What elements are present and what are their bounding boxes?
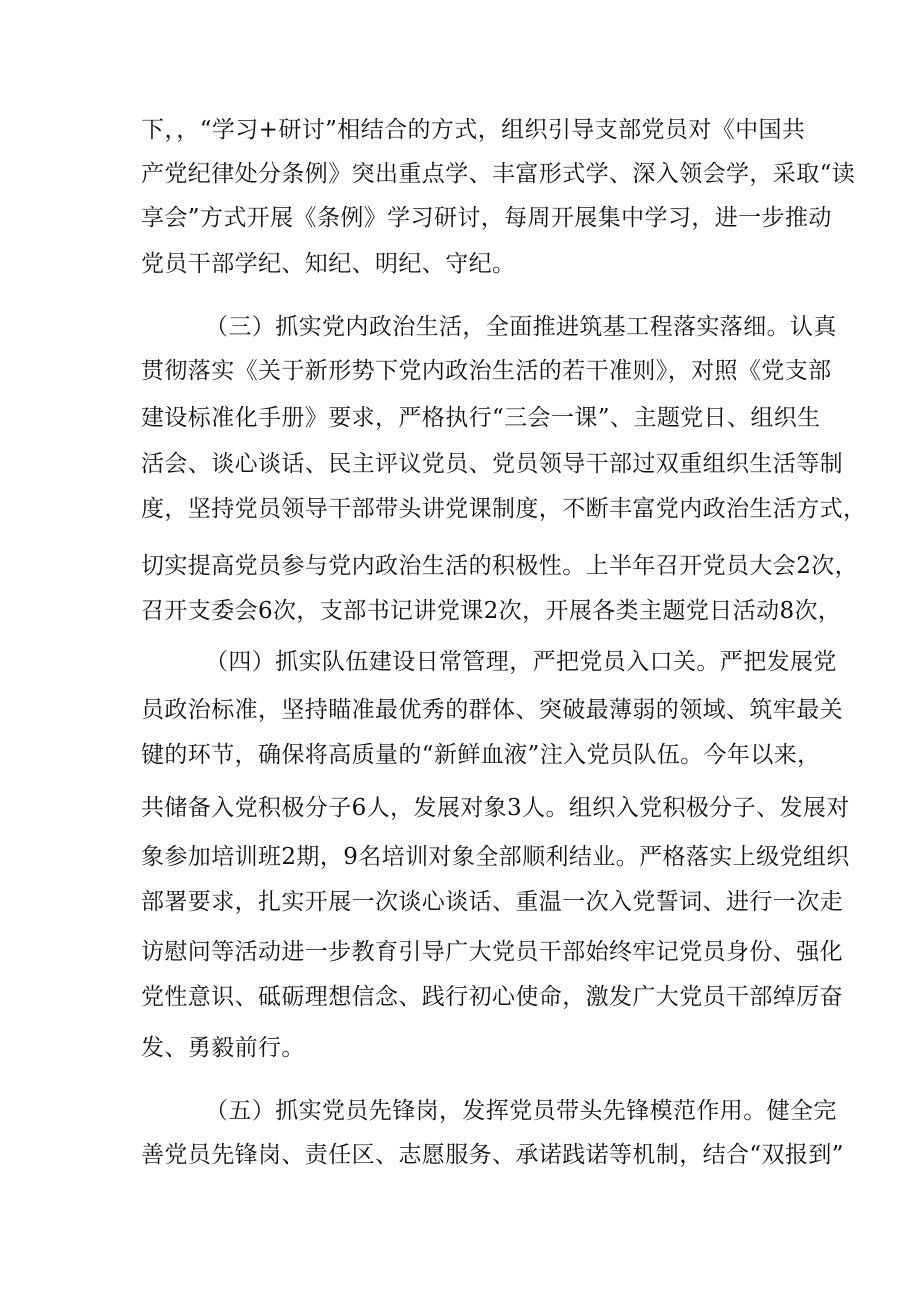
paragraph-3-line-1: （四）抓实队伍建设日常管理，严把党员入口关。严把发展党 — [205, 649, 837, 675]
paragraph-2-line-6: 切实提高党员参与党内政治生活的积极性。上半年召开党员大会2次， — [141, 553, 859, 579]
paragraph-1-line-2: 产党纪律处分条例》突出重点学、丰富形式学、深入领会学，采取“读 — [141, 161, 856, 187]
paragraph-3-line-9: 发、勇毅前行。 — [141, 1035, 305, 1061]
paragraph-1-line-1: 下，，“学习+研讨”相结合的方式，组织引导支部党员对《中国共 — [141, 117, 806, 143]
paragraph-2-line-5: 度，坚持党员领导干部带头讲党课制度，不断丰富党内政治生活方式， — [141, 496, 867, 522]
paragraph-4-line-1: （五）抓实党员先锋岗，发挥党员带头先锋模范作用。健全完 — [205, 1098, 837, 1124]
paragraph-2-line-4: 活会、谈心谈话、民主评议党员、党员领导干部过双重组织生活等制 — [141, 451, 843, 477]
paragraph-3-line-3: 键的环节，确保将高质量的“新鲜血液”注入党员队伍。今年以来， — [141, 742, 821, 768]
paragraph-3-line-6: 部署要求，扎实开展一次谈心谈话、重温一次入党誓词、进行一次走 — [141, 889, 843, 915]
paragraph-4-line-2: 善党员先锋岗、责任区、志愿服务、承诺践诺等机制，结合“双报到” — [141, 1142, 844, 1168]
paragraph-2-line-1: （三）抓实党内政治生活，全面推进筑基工程落实落细。认真 — [205, 314, 837, 340]
paragraph-2-line-2: 贯彻落实《关于新形势下党内政治生活的若干准则》，对照《党支部 — [141, 358, 832, 384]
paragraph-2-line-7: 召开支委会6次，支部书记讲党课2次，开展各类主题党日活动8次， — [141, 598, 842, 624]
paragraph-3-line-2: 员政治标准，坚持瞄准最优秀的群体、突破最薄弱的领域、筑牢最关 — [141, 697, 843, 723]
paragraph-3-line-7: 访慰问等活动进一步教育引导广大党员干部始终牢记党员身份、强化 — [141, 939, 843, 965]
paragraph-1-line-3: 享会”方式开展《条例》学习研讨，每周开展集中学习，进一步推动 — [141, 205, 832, 231]
paragraph-3-line-8: 党性意识、砥砺理想信念、践行初心使命，激发广大党员干部绰厉奋 — [141, 984, 843, 1010]
paragraph-2-line-3: 建设标准化手册》要求，严格执行“三会一课”、主题党日、组织生 — [141, 405, 821, 431]
paragraph-1-line-4: 党员干部学纪、知纪、明纪、守纪。 — [141, 251, 516, 277]
paragraph-3-line-5: 象参加培训班2期，9名培训对象全部顺利结业。严格落实上级党组织 — [141, 844, 850, 870]
paragraph-3-line-4: 共储备入党积极分子6人，发展对象3人。组织入党积极分子、发展对 — [141, 795, 850, 821]
